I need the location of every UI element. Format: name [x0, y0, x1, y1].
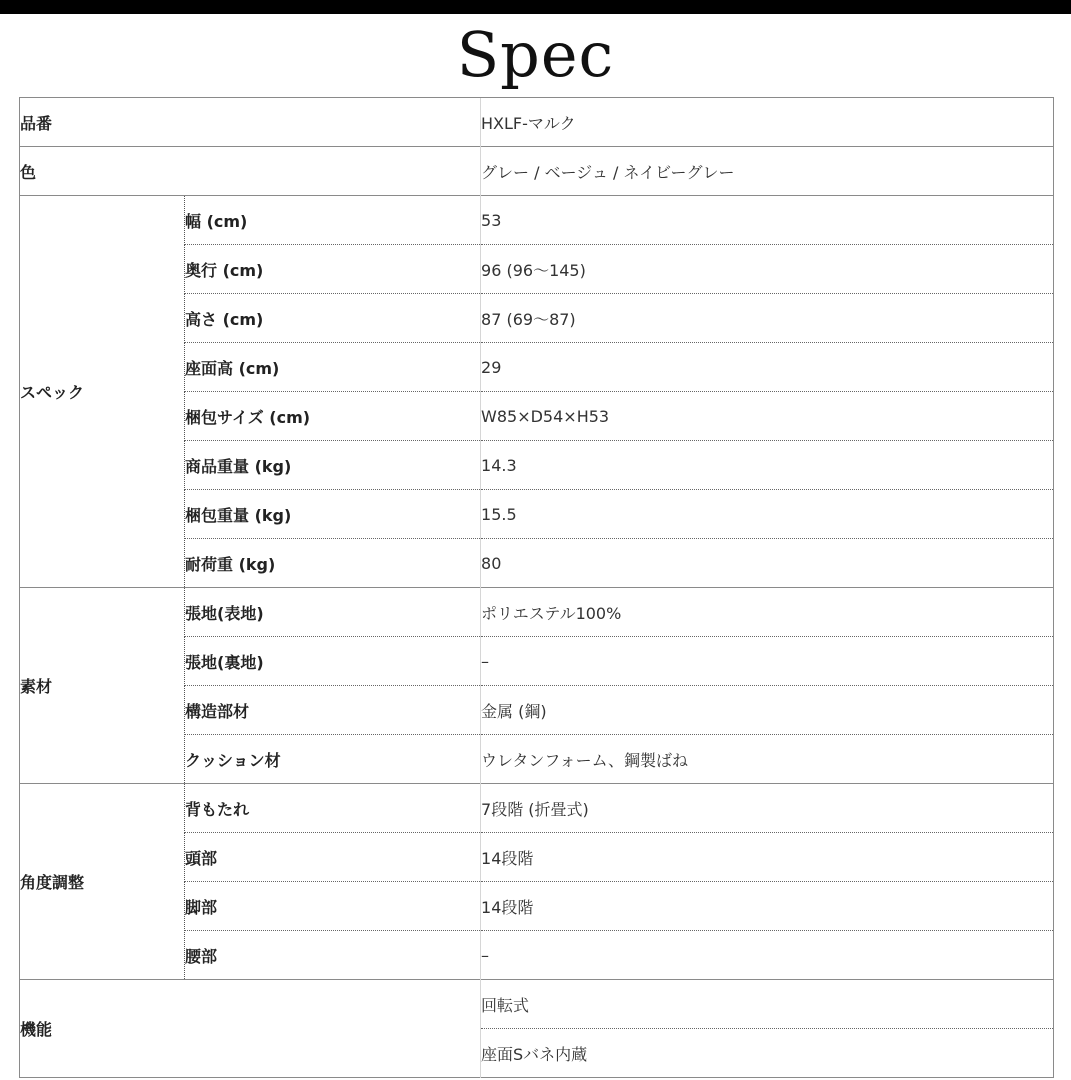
top-bar	[0, 0, 1071, 14]
spec-table	[19, 97, 1054, 1078]
item-value: –	[481, 637, 1054, 686]
table-row-color	[20, 147, 1054, 196]
item-label: 張地(裏地)	[185, 637, 481, 686]
item-label: 腰部	[185, 931, 481, 980]
item-label: クッション材	[185, 735, 481, 784]
item-label: 高さ (cm)	[185, 294, 481, 343]
item-value: 87 (69〜87)	[481, 294, 1054, 343]
item-value: 14段階	[481, 833, 1054, 882]
item-value: 96 (96〜145)	[481, 245, 1054, 294]
item-value: 80	[481, 539, 1054, 588]
item-value: 7段階 (折畳式)	[481, 784, 1054, 833]
item-label: 構造部材	[185, 686, 481, 735]
row-value: HXLF-マルク	[481, 98, 1054, 147]
item-label: 脚部	[185, 882, 481, 931]
table-row	[20, 588, 1054, 637]
group-label-function: 機能	[20, 980, 481, 1078]
item-label: 梱包重量 (kg)	[185, 490, 481, 539]
item-label: 幅 (cm)	[185, 196, 481, 245]
item-label: 背もたれ	[185, 784, 481, 833]
item-value: 15.5	[481, 490, 1054, 539]
item-value: 金属 (鋼)	[481, 686, 1054, 735]
table-row	[20, 196, 1054, 245]
group-label-material: 素材	[20, 588, 185, 784]
item-value: 53	[481, 196, 1054, 245]
table-row	[20, 784, 1054, 833]
item-label: 奥行 (cm)	[185, 245, 481, 294]
item-value: W85×D54×H53	[481, 392, 1054, 441]
item-value: 29	[481, 343, 1054, 392]
row-value: グレー / ベージュ / ネイビーグレー	[481, 147, 1054, 196]
page-title: Spec	[456, 18, 615, 91]
item-label: 商品重量 (kg)	[185, 441, 481, 490]
group-label-spec: スペック	[20, 196, 185, 588]
item-value: ウレタンフォーム、鋼製ばね	[481, 735, 1054, 784]
item-value: 座面Sバネ内蔵	[481, 1029, 1054, 1078]
item-label: 張地(表地)	[185, 588, 481, 637]
item-label: 耐荷重 (kg)	[185, 539, 481, 588]
table-row	[20, 980, 1054, 1029]
row-label: 品番	[20, 98, 481, 147]
table-row-hinban	[20, 98, 1054, 147]
item-value: –	[481, 931, 1054, 980]
group-label-angle: 角度調整	[20, 784, 185, 980]
row-label: 色	[20, 147, 481, 196]
item-label: 梱包サイズ (cm)	[185, 392, 481, 441]
item-label: 座面高 (cm)	[185, 343, 481, 392]
item-value: ポリエステル100%	[481, 588, 1054, 637]
item-value: 回転式	[481, 980, 1054, 1029]
item-label: 頭部	[185, 833, 481, 882]
item-value: 14.3	[481, 441, 1054, 490]
item-value: 14段階	[481, 882, 1054, 931]
